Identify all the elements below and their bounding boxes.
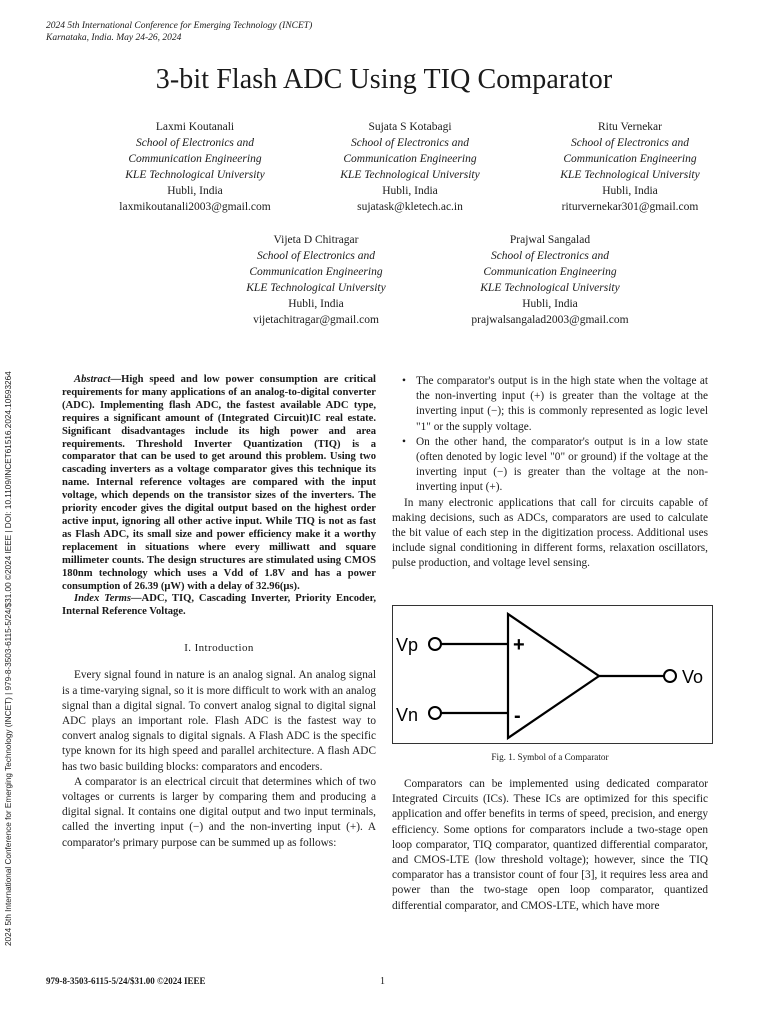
paragraph: In many electronic applications that call for circuits capable of making decisions, such as ADCs, comparators are used to calculate the bit value of each step in the digitization process. Additional uses include signal conditioning in different forms, relaxation oscillators, pulse production, and voltage level sensing. [392,496,708,570]
author-university: KLE Technological University [480,282,620,294]
conference-line-1: 2024 5th International Conference for Emerging Technology (INCET) [46,21,313,31]
author-name: Sujata S Kotabagi [368,121,452,133]
section-heading: I. Introduction [184,642,254,655]
author-email: vijetachitragar@gmail.com [253,314,379,326]
index-terms-text: —ADC, TIQ, Cascading Inverter, Priority Encoder, Internal Reference Voltage. [62,593,376,618]
left-column [62,374,376,851]
author-university: KLE Technological University [246,282,386,294]
abstract-text: —High speed and low power consumption are critical requirements for many applications of an analog-to-digital converter (ADC). Implementing flash ADC, the fastest available ADC type, requires a significant amount of (Integrated Circuit)IC real estate. Significant disadvantages include its high power and area requirements. Threshold Inverter Quantization (TIQ) is a comparator that can be used to get around this problem. Using two cascading inverters as a voltage comparator gives this technique its name. Internal reference voltages are compared with the input voltage, which depends on the transistor sizes of the inverters. The priority encoder gives the digital output based on the highest order active input, ignoring all other active input. While TIQ is not as fast as Flash ADC, its small size and power efficiency make it a worthy replacement in situations where every milliwatt and square millimeter counts. The design structures are stimulated using CMOS 180nm technology which uses a Vdd of 1.8V and has a power consumption of 26.39 (μW) with a delay of 32.96(μs). [62,374,376,592]
index-terms-lead: Index Terms [74,593,131,605]
author-university: KLE Technological University [560,169,700,181]
author-location: Hubli, India [288,298,344,310]
conference-header [46,20,312,44]
figure-caption: Fig. 1. Symbol of a Comparator [491,752,609,762]
minus-sign: - [514,705,521,727]
author-location: Hubli, India [602,185,658,197]
comparator-symbol-diagram [393,606,712,743]
index-terms [62,593,376,619]
author-block [305,119,515,215]
author-name: Prajwal Sangalad [509,234,591,246]
vn-label: Vn [396,705,419,725]
author-dept: School of Electronics and [256,250,376,262]
author-dept: Communication Engineering [483,266,617,278]
author-location: Hubli, India [522,298,578,310]
paragraph: Comparators can be implemented using dedicated comparator Integrated Circuits (ICs). These ICs are optimized for this specific application and offer benefits in terms of speed, precision, and energy efficiency. Some options for comparators include a two-stage open loop comparator, TIQ comparator, quantized differential comparator, and CMOS-LTE (low threshold voltage); however, since the TIQ comparator has a transistor count of four [3], it requires less area and power than the two-stage open loop comparator, quantized differential comparator, and CMOS-LTE, which have more [392,778,708,912]
author-dept: Communication Engineering [563,153,697,165]
bullet-list [392,374,708,496]
author-dept: School of Electronics and [135,137,255,149]
author-name: Ritu Vernekar [598,121,662,133]
author-dept: Communication Engineering [249,266,383,278]
author-dept: Communication Engineering [128,153,262,165]
plus-sign: + [513,634,525,656]
author-email: laxmikoutanali2003@gmail.com [119,201,271,213]
author-email: sujatask@kletech.ac.in [357,201,463,213]
author-dept: School of Electronics and [350,137,470,149]
author-location: Hubli, India [167,185,223,197]
footer-isbn: 979-8-3503-6115-5/24/$31.00 ©2024 IEEE [46,976,206,986]
comparator-figure [392,605,713,744]
paragraph: Every signal found in nature is an analog signal. An analog signal is a time-varying signal, so it is more difficult to work with an analog signal than a digital signal. To convert analog signal to digital signal ADC plays an important role. Flash ADC is the fastest way to convert analog signals to digital signals. A Flash ADC is the specific type known for its high speed and parallel architecture. A flash ADC has two basic building blocks: comparators and encoders. [62,669,376,773]
author-dept: School of Electronics and [570,137,690,149]
author-email: prajwalsangalad2003@gmail.com [471,314,629,326]
author-block [525,119,735,215]
author-block [437,232,663,328]
author-name: Vijeta D Chitragar [273,234,359,246]
author-email: riturvernekar301@gmail.com [561,201,699,213]
author-dept: School of Electronics and [490,250,610,262]
list-item-text: The comparator's output is in the high state when the voltage at the non-inverting input (+) is greater than the voltage at the inverting input (−); this is commonly represented as logic level "1" or the supply voltage. [416,375,708,433]
bullet-icon: • [402,375,406,387]
author-block [90,119,300,215]
paragraph: A comparator is an electrical circuit that determines which of two voltages or currents is larger by comparing them and producing a digital signal. It contains one digital output and two input terminals, called the inverting input (−) and the non-inverting input (+). A comparator's primary purpose can be summed up as follows: [62,775,376,849]
vp-label: Vp [396,635,419,655]
comparator-triangle [508,614,599,738]
page-number: 1 [380,976,385,987]
vp-terminal [429,638,441,650]
abstract-lead: Abstract [74,374,111,385]
author-dept: Communication Engineering [343,153,477,165]
author-university: KLE Technological University [340,169,480,181]
vo-label: Vo [682,667,704,687]
author-university: KLE Technological University [125,169,265,181]
author-block [211,232,421,328]
abstract [62,374,376,593]
list-item-text: On the other hand, the comparator's output is in a low state (often denoted by logic level "0" or ground) if the voltage at the inverting input (−) is greater than the voltage at the non-inverting input (+). [416,435,708,494]
author-name: Laxmi Koutanali [155,121,235,133]
list-item [402,374,708,435]
vn-terminal [429,707,441,719]
paper-title: 3-bit Flash ADC Using TIQ Comparator [155,64,613,95]
right-column [392,374,708,572]
vo-terminal [664,670,676,682]
conference-line-2: Karnataka, India. May 24-26, 2024 [46,33,182,43]
doi-sidebar: 2024 5th International Conference for Emerging Technology (INCET) | 979-8-3503-6115-5/24/$31.00 ©2024 IEEE | DOI: 10.1109/INCET61516.2024.10593264 [4,371,13,946]
author-location: Hubli, India [382,185,438,197]
list-item [402,435,708,496]
bullet-icon: • [402,435,406,448]
right-column-continued [392,777,708,914]
